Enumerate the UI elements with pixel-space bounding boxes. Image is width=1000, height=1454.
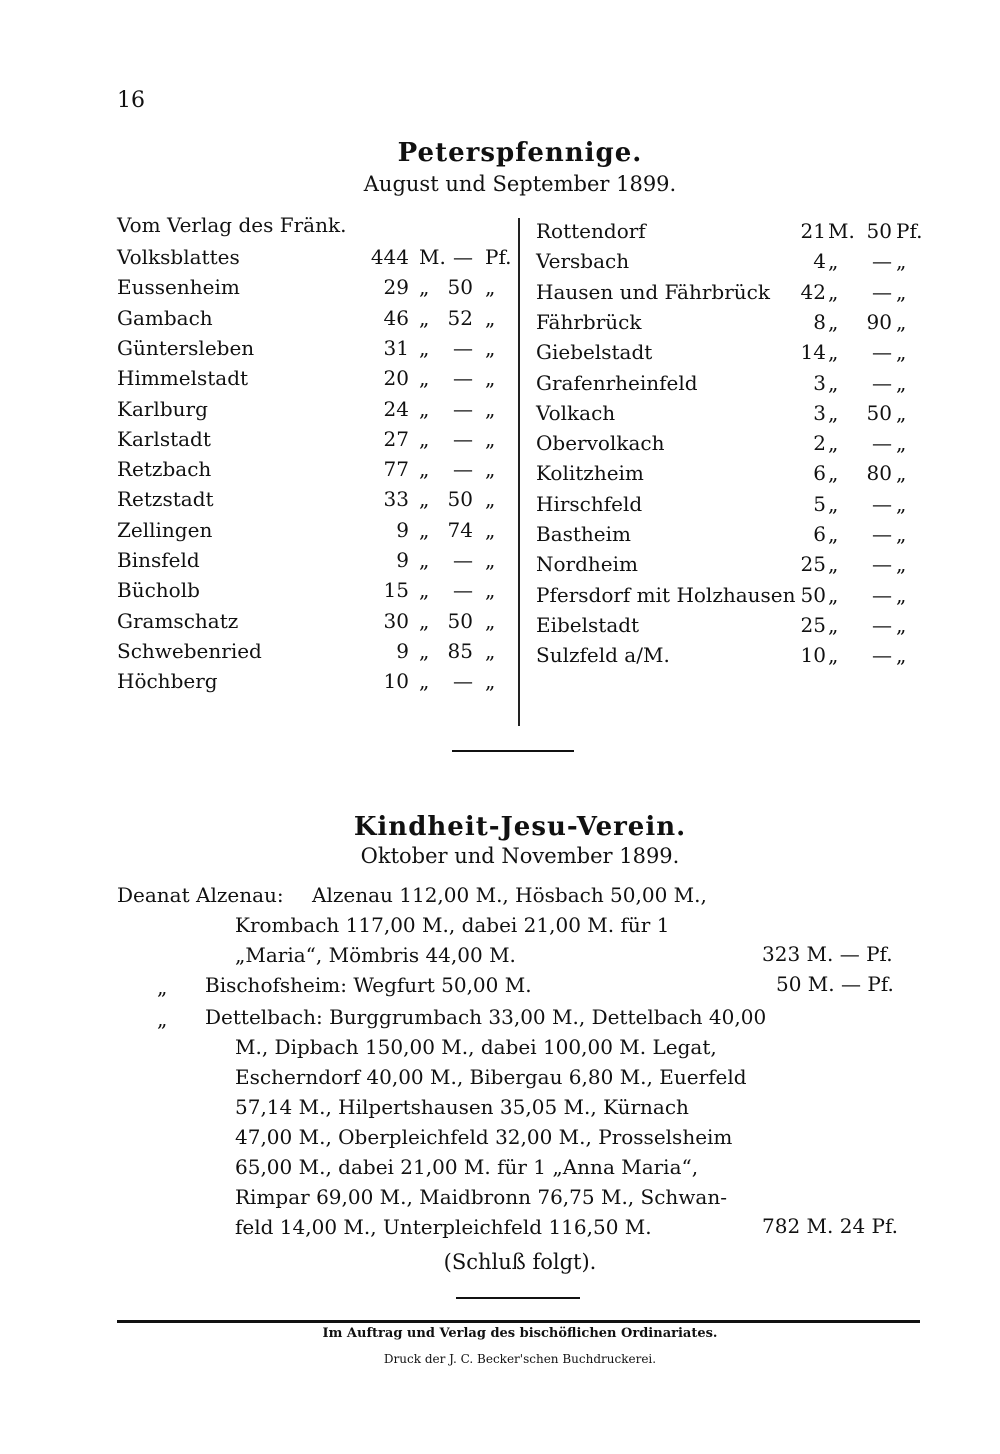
amount-mark: 77 — [383, 457, 409, 482]
donation-row — [117, 636, 512, 666]
donation-row — [117, 242, 512, 272]
donation-row — [536, 610, 926, 640]
mark-unit: „ — [828, 249, 839, 274]
donor-name: Güntersleben — [117, 335, 255, 360]
amount-pfennig: — — [872, 249, 892, 274]
amount-pfennig: — — [872, 431, 892, 456]
donor-name: Giebelstadt — [536, 340, 653, 365]
donation-row — [536, 549, 926, 579]
amount-pfennig: — — [453, 396, 473, 421]
pfennig-unit: „ — [485, 487, 496, 512]
amount-pfennig: — — [872, 612, 892, 637]
amount-mark: 24 — [383, 396, 409, 421]
mark-unit: „ — [828, 643, 839, 668]
amount-pfennig: — — [872, 340, 892, 365]
amount-mark: 21 — [800, 219, 826, 243]
donation-row — [117, 454, 512, 484]
amount-pfennig: — — [453, 366, 473, 391]
donation-row — [536, 337, 926, 367]
donation-row — [117, 545, 512, 575]
donor-name: Hausen und Fährbrück — [536, 279, 770, 304]
pfennig-unit: „ — [485, 608, 496, 633]
pfennig-unit: „ — [896, 431, 907, 456]
pfennig-unit: „ — [896, 370, 907, 395]
amount-mark: 3 — [813, 400, 826, 425]
mark-unit: „ — [828, 370, 839, 395]
amount-mark: 33 — [383, 487, 409, 512]
alzenau-line2: Krombach 117,00 M., dabei 21,00 M. für 1 — [235, 913, 670, 937]
mark-unit: „ — [828, 400, 839, 425]
mark-unit: „ — [828, 431, 839, 456]
amount-pfennig: — — [453, 335, 473, 360]
amount-pfennig: — — [872, 643, 892, 668]
pfennig-unit: „ — [896, 309, 907, 334]
amount-pfennig: — — [453, 457, 473, 482]
amount-pfennig: — — [872, 279, 892, 304]
mark-unit: „ — [828, 340, 839, 365]
mark-unit: „ — [828, 522, 839, 546]
mark-unit: M. — [419, 245, 446, 269]
pfennig-unit: „ — [485, 548, 496, 572]
right-donation-list — [536, 216, 926, 676]
amount-pfennig: 50 — [447, 608, 473, 633]
pfennig-unit: „ — [485, 426, 496, 451]
mark-unit: „ — [828, 309, 839, 334]
donor-name: Sulzfeld a/M. — [536, 643, 670, 668]
pfennig-unit: „ — [485, 305, 496, 330]
donor-name: Hirschfeld — [536, 491, 643, 516]
mark-unit: „ — [419, 275, 430, 300]
donation-row — [117, 272, 512, 302]
amount-pfennig: — — [453, 245, 473, 269]
donor-name: Karlburg — [117, 396, 208, 421]
dettelbach-line1: Dettelbach: Burggrumbach 33,00 M., Dettelbach 40,00 — [205, 1005, 767, 1029]
donor-name: Versbach — [536, 249, 630, 274]
donation-row — [536, 489, 926, 519]
donor-name: Gambach — [117, 305, 213, 330]
pfennig-unit: „ — [896, 249, 907, 274]
amount-mark: 10 — [800, 643, 826, 668]
donor-name: Retzbach — [117, 457, 212, 482]
mark-unit: „ — [419, 638, 430, 663]
amount-mark: 9 — [396, 548, 409, 572]
donor-name: Zellingen — [117, 517, 213, 542]
amount-pfennig: 50 — [866, 400, 892, 425]
amount-pfennig: 74 — [447, 517, 473, 542]
mark-unit: „ — [419, 548, 430, 572]
amount-pfennig: — — [872, 552, 892, 577]
amount-mark: 30 — [383, 608, 409, 633]
donor-name: Grafenrheinfeld — [536, 370, 698, 395]
pfennig-unit: „ — [485, 396, 496, 421]
donor-name: Gramschatz — [117, 608, 239, 633]
section1-subtitle: August und September 1899. — [363, 172, 677, 196]
left-header — [117, 213, 346, 237]
pfennig-unit: „ — [485, 366, 496, 391]
donation-row — [536, 246, 926, 276]
amount-pfennig: 52 — [447, 305, 473, 330]
amount-mark: 9 — [396, 638, 409, 663]
mark-unit: „ — [828, 582, 839, 607]
pfennig-unit: Pf. — [485, 245, 512, 269]
mark-unit: „ — [419, 457, 430, 482]
pfennig-unit: „ — [896, 340, 907, 365]
mark-unit: M. — [828, 219, 855, 243]
dettelbach-line3: Escherndorf 40,00 M., Bibergau 6,80 M., Euerfeld — [235, 1065, 747, 1089]
amount-mark: 46 — [383, 305, 409, 330]
amount-mark: 444 — [370, 245, 409, 269]
left-header-line1: Vom Verlag des Fränk. — [117, 213, 347, 237]
dettelbach-line6: 65,00 M., dabei 21,00 M. für 1 „Anna Maria“, — [235, 1155, 699, 1179]
mark-unit: „ — [419, 366, 430, 391]
amount-mark: 50 — [800, 582, 826, 607]
pfennig-unit: „ — [896, 552, 907, 577]
donation-row — [536, 428, 926, 458]
amount-pfennig: — — [872, 370, 892, 395]
pfennig-unit: „ — [485, 669, 496, 694]
donor-name: Karlstadt — [117, 426, 211, 451]
donor-name: Obervolkach — [536, 431, 665, 456]
pfennig-unit: „ — [896, 279, 907, 304]
pfennig-unit: „ — [896, 522, 907, 546]
donation-row — [117, 303, 512, 333]
amount-mark: 42 — [800, 279, 826, 304]
mark-unit: „ — [828, 461, 839, 486]
amount-pfennig: 50 — [447, 275, 473, 300]
mark-unit: „ — [419, 487, 430, 512]
section2-subtitle: Oktober und November 1899. — [360, 844, 680, 868]
donation-row — [536, 458, 926, 488]
column-divider — [518, 218, 520, 726]
pfennig-unit: „ — [896, 643, 907, 668]
amount-mark: 10 — [383, 669, 409, 694]
pfennig-unit: Pf. — [896, 219, 923, 243]
mark-unit: „ — [419, 335, 430, 360]
amount-pfennig: 85 — [447, 638, 473, 663]
amount-mark: 3 — [813, 370, 826, 395]
pfennig-unit: „ — [485, 457, 496, 482]
mark-unit: „ — [419, 426, 430, 451]
donation-row — [536, 368, 926, 398]
bischofsheim-line1: Bischofsheim: Wegfurt 50,00 M. — [205, 973, 532, 997]
donor-name: Eibelstadt — [536, 612, 640, 637]
donation-row — [536, 216, 926, 246]
amount-mark: 29 — [383, 275, 409, 300]
donor-name: Kolitzheim — [536, 461, 644, 486]
amount-pfennig: — — [872, 491, 892, 516]
donor-name: Volksblattes — [117, 245, 240, 269]
donation-row — [117, 484, 512, 514]
dettelbach-amount: 782 M. 24 Pf. — [762, 1214, 899, 1238]
dettelbach-ditto: „ — [157, 1007, 168, 1031]
alzenau-label: Deanat Alzenau: — [117, 883, 284, 907]
pfennig-unit: „ — [896, 400, 907, 425]
amount-pfennig: 90 — [866, 309, 892, 334]
amount-mark: 15 — [383, 578, 409, 603]
footer-rule — [117, 1320, 920, 1323]
section-divider — [452, 750, 574, 752]
left-donation-list — [117, 242, 512, 702]
donor-name: Volkach — [536, 400, 616, 425]
footer-printer: Druck der J. C. Becker'schen Buchdruckerei. — [383, 1352, 657, 1366]
amount-mark: 27 — [383, 426, 409, 451]
amount-mark: 31 — [383, 335, 409, 360]
closing-divider — [456, 1297, 580, 1299]
donation-row — [536, 580, 926, 610]
amount-mark: 5 — [813, 491, 826, 516]
mark-unit: „ — [419, 396, 430, 421]
pfennig-unit: „ — [485, 275, 496, 300]
donation-row — [117, 424, 512, 454]
pfennig-unit: „ — [896, 612, 907, 637]
amount-mark: 14 — [800, 340, 826, 365]
donation-row — [536, 398, 926, 428]
pfennig-unit: „ — [485, 335, 496, 360]
amount-mark: 20 — [383, 366, 409, 391]
amount-mark: 6 — [813, 461, 826, 486]
amount-mark: 4 — [813, 249, 826, 274]
amount-pfennig: — — [453, 669, 473, 694]
amount-mark: 9 — [396, 517, 409, 542]
mark-unit: „ — [419, 608, 430, 633]
donor-name: Rottendorf — [536, 219, 646, 243]
amount-mark: 6 — [813, 522, 826, 546]
mark-unit: „ — [828, 491, 839, 516]
donor-name: Bastheim — [536, 522, 631, 546]
donation-row — [536, 307, 926, 337]
amount-pfennig: 80 — [866, 461, 892, 486]
mark-unit: „ — [419, 305, 430, 330]
amount-mark: 25 — [800, 612, 826, 637]
dettelbach-line8: feld 14,00 M., Unterpleichfeld 116,50 M. — [235, 1215, 652, 1239]
alzenau-line3: „Maria“, Mömbris 44,00 M. — [235, 943, 516, 967]
dettelbach-line4: 57,14 M., Hilpertshausen 35,05 M., Kürnach — [235, 1095, 689, 1119]
donation-row — [117, 575, 512, 605]
donation-row — [117, 666, 512, 696]
pfennig-unit: „ — [485, 578, 496, 603]
donation-row — [117, 333, 512, 363]
amount-pfennig: — — [872, 582, 892, 607]
donor-name: Höchberg — [117, 669, 218, 694]
donation-row — [117, 606, 512, 636]
donor-name: Himmelstadt — [117, 366, 249, 391]
amount-mark: 25 — [800, 552, 826, 577]
donor-name: Retzstadt — [117, 487, 214, 512]
amount-pfennig: — — [872, 522, 892, 546]
alzenau-amount: 323 M. — Pf. — [762, 942, 893, 966]
donor-name: Pfersdorf mit Holzhausen — [536, 582, 796, 607]
closing-note: (Schluß folgt). — [443, 1250, 597, 1274]
amount-pfennig: 50 — [866, 219, 892, 243]
amount-pfennig: — — [453, 426, 473, 451]
amount-mark: 8 — [813, 309, 826, 334]
bischofsheim-amount: 50 M. — Pf. — [776, 972, 894, 996]
amount-pfennig: — — [453, 548, 473, 572]
donor-name: Schwebenried — [117, 638, 262, 663]
donation-row — [536, 519, 926, 549]
donor-name: Nordheim — [536, 552, 638, 577]
section2-title: Kindheit-Jesu-Verein. — [353, 812, 687, 842]
donor-name: Fährbrück — [536, 309, 642, 334]
amount-pfennig: 50 — [447, 487, 473, 512]
pfennig-unit: „ — [485, 517, 496, 542]
mark-unit: „ — [828, 279, 839, 304]
donation-row — [536, 277, 926, 307]
amount-pfennig: — — [453, 578, 473, 603]
donation-row — [117, 515, 512, 545]
section1-title: Peterspfennige. — [397, 138, 643, 168]
dettelbach-line7: Rimpar 69,00 M., Maidbronn 76,75 M., Schwan- — [235, 1185, 727, 1209]
dettelbach-line5: 47,00 M., Oberpleichfeld 32,00 M., Prosselsheim — [235, 1125, 733, 1149]
mark-unit: „ — [828, 552, 839, 577]
pfennig-unit: „ — [896, 491, 907, 516]
mark-unit: „ — [828, 612, 839, 637]
donor-name: Bücholb — [117, 578, 200, 603]
pfennig-unit: „ — [896, 582, 907, 607]
footer-publisher: Im Auftrag und Verlag des bischöflichen Ordinariates. — [322, 1326, 718, 1341]
donation-row — [117, 363, 512, 393]
mark-unit: „ — [419, 578, 430, 603]
donation-row — [536, 640, 926, 670]
bischofsheim-ditto: „ — [157, 975, 168, 999]
alzenau-line1: Alzenau 112,00 M., Hösbach 50,00 M., — [312, 883, 707, 907]
donation-row — [117, 394, 512, 424]
mark-unit: „ — [419, 669, 430, 694]
amount-mark: 2 — [813, 431, 826, 456]
pfennig-unit: „ — [896, 461, 907, 486]
mark-unit: „ — [419, 517, 430, 542]
pfennig-unit: „ — [485, 638, 496, 663]
dettelbach-line2: M., Dipbach 150,00 M., dabei 100,00 M. Legat, — [235, 1035, 717, 1059]
donor-name: Binsfeld — [117, 548, 200, 572]
donor-name: Eussenheim — [117, 275, 240, 300]
page-number: 16 — [117, 88, 145, 113]
